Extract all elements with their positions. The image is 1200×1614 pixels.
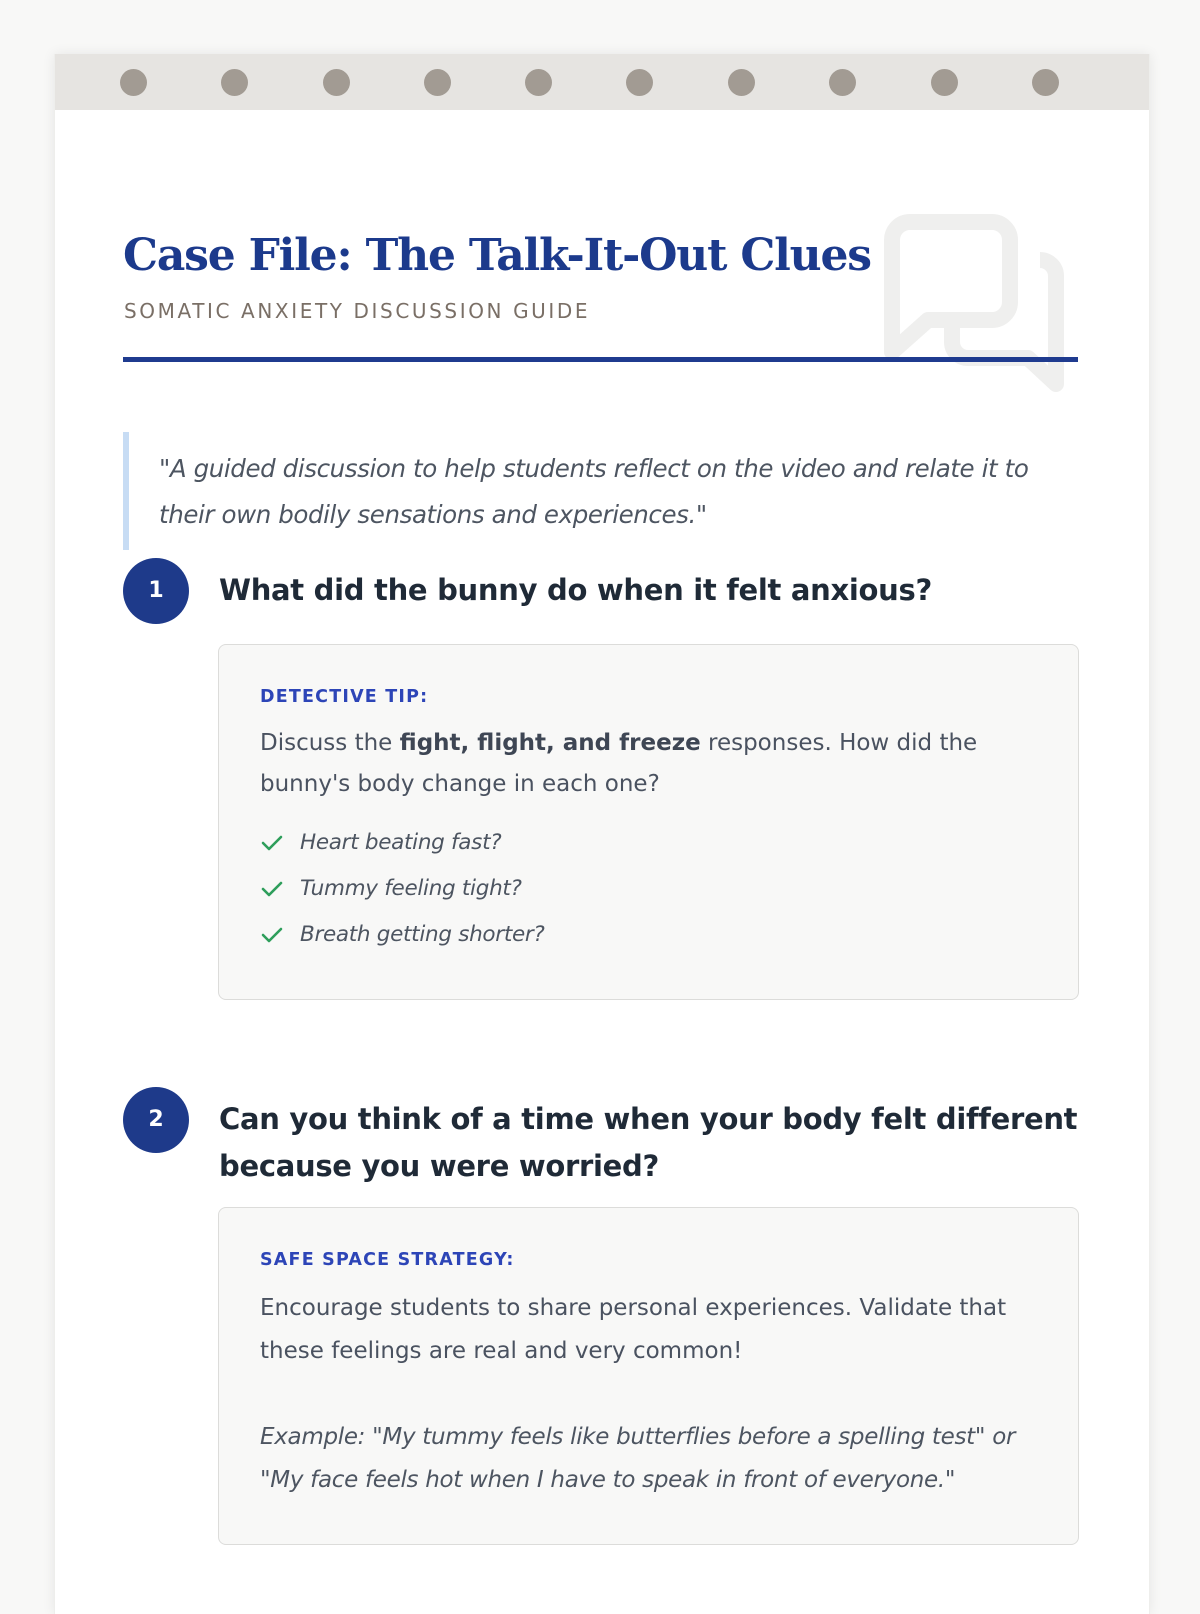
binder-hole (829, 69, 856, 96)
binder-hole (221, 69, 248, 96)
checklist-item-text: Tummy feeling tight? (300, 876, 522, 901)
safe-space-strategy-box (218, 1207, 1079, 1545)
worksheet-page (54, 54, 1150, 1614)
tip-body-emphasis: fight, flight, and freeze (399, 730, 701, 756)
checkmark-icon (260, 832, 284, 854)
example-text: Example: "My tummy feels like butterflies before a spelling test" or "My face feels hot when I have to speak in front of everyone." (260, 1424, 1016, 1493)
binder-strip (55, 54, 1149, 110)
question-number-badge: 2 (123, 1087, 189, 1153)
binder-hole (1032, 69, 1059, 96)
page-subtitle: SOMATIC ANXIETY DISCUSSION GUIDE (124, 299, 591, 323)
checklist-item-text: Breath getting shorter? (300, 922, 545, 947)
binder-hole (525, 69, 552, 96)
intro-quote-text: "A guided discussion to help students reflect on the video and relate it to their own bodily sensations and experiences." (159, 454, 1029, 529)
tip-body-text: Discuss the (260, 730, 400, 756)
checkmark-icon (260, 924, 284, 946)
tip-label: SAFE SPACE STRATEGY: (260, 1250, 515, 1270)
binder-hole (120, 69, 147, 96)
checkmark-icon (260, 878, 284, 900)
question-text: What did the bunny do when it felt anxious? (219, 573, 933, 607)
binder-hole (323, 69, 350, 96)
tip-body (260, 723, 1040, 805)
page-title: Case File: The Talk-It-Out Clues (123, 230, 871, 281)
title-divider (123, 357, 1078, 362)
question-text: Can you think of a time when your body felt different because you were worried? (219, 1102, 1078, 1183)
tip-body-text: responses. How did the bunny's body change in each one? (260, 730, 978, 797)
question-number-badge: 1 (123, 558, 189, 624)
binder-hole (728, 69, 755, 96)
intro-quote (123, 432, 1084, 550)
checklist-item-text: Heart beating fast? (300, 830, 502, 855)
tip-body: Encourage students to share personal experiences. Validate that these feelings are real and very common! (260, 1295, 1007, 1364)
detective-tip-box (218, 644, 1079, 1000)
binder-hole (931, 69, 958, 96)
tip-label: DETECTIVE TIP: (260, 687, 429, 707)
binder-hole (626, 69, 653, 96)
binder-hole (424, 69, 451, 96)
